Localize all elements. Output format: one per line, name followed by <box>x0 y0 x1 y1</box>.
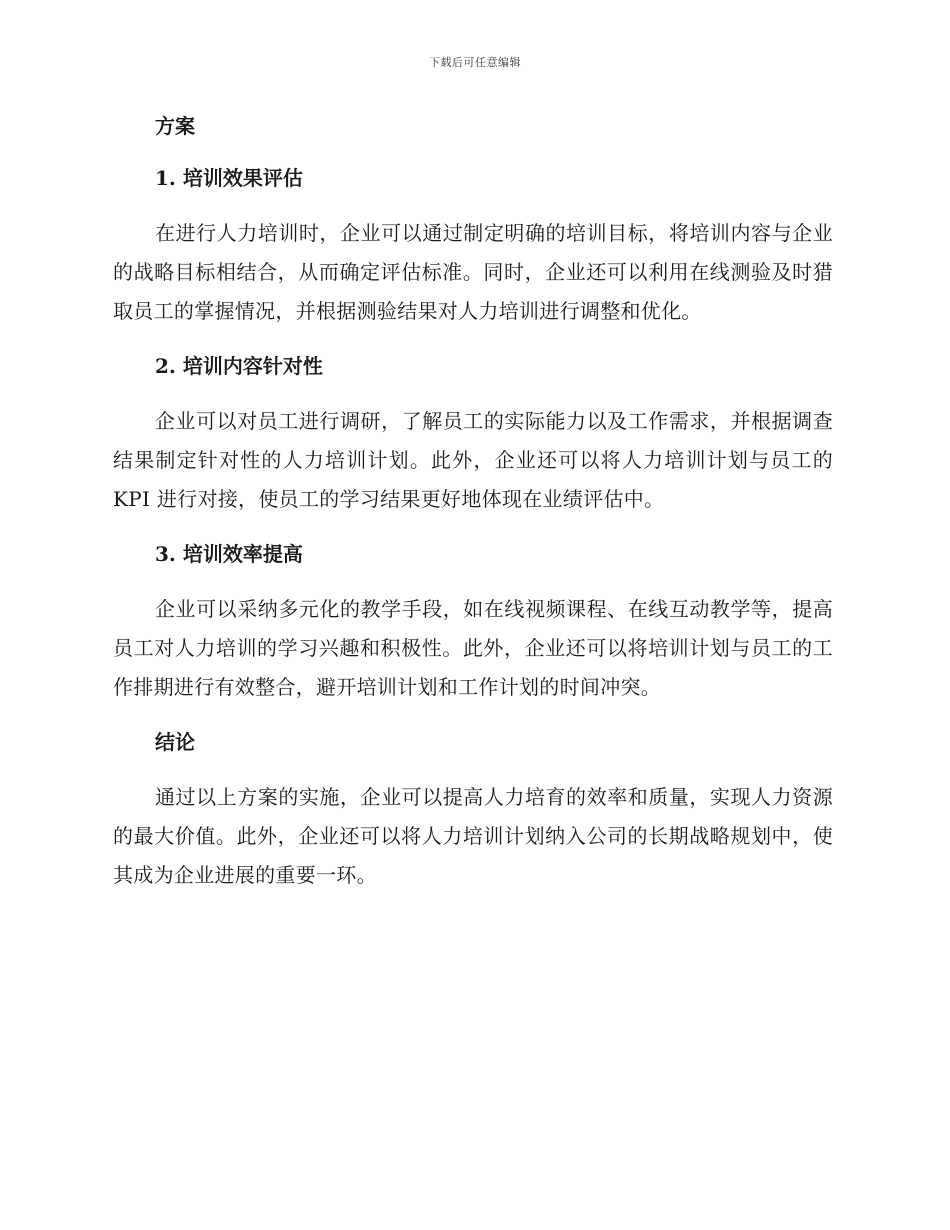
section-heading-1: 1. 培训效果评估 <box>155 166 303 190</box>
document-body <box>113 110 833 895</box>
conclusion-paragraph: 通过以上方案的实施，企业可以提高人力培育的效率和质量，实现人力资源的最大价值。此外，企业还可以将人力培训计划纳入公司的长期战略规划中，使其成为企业进展的重要一环。 <box>113 785 833 887</box>
section-paragraph-3: 企业可以采纳多元化的教学手段，如在线视频课程、在线互动教学等，提高员工对人力培训的学习兴趣和积极性。此外，企业还可以将培训计划与员工的工作排期进行有效整合，避开培训计划和工作计划的时间冲突。 <box>113 597 833 699</box>
section-paragraph-1: 在进行人力培训时，企业可以通过制定明确的培训目标，将培训内容与企业的战略目标相结合，从而确定评估标准。同时，企业还可以利用在线测验及时猎取员工的掌握情况，并根据测验结果对人力培训进行调整和优化。 <box>113 221 833 323</box>
section-title-plan: 方案 <box>155 114 195 138</box>
section-title-conclusion: 结论 <box>155 730 195 754</box>
section-heading-2: 2. 培训内容针对性 <box>155 354 323 378</box>
header-note: 下载后可任意编辑 <box>429 56 521 69</box>
section-paragraph-2: 企业可以对员工进行调研，了解员工的实际能力以及工作需求，并根据调查结果制定针对性的人力培训计划。此外，企业还可以将人力培训计划与员工的 KPI 进行对接，使员工的学习结果更好地体现在业绩评估中。 <box>113 409 833 511</box>
section-heading-3: 3. 培训效率提高 <box>155 542 303 566</box>
